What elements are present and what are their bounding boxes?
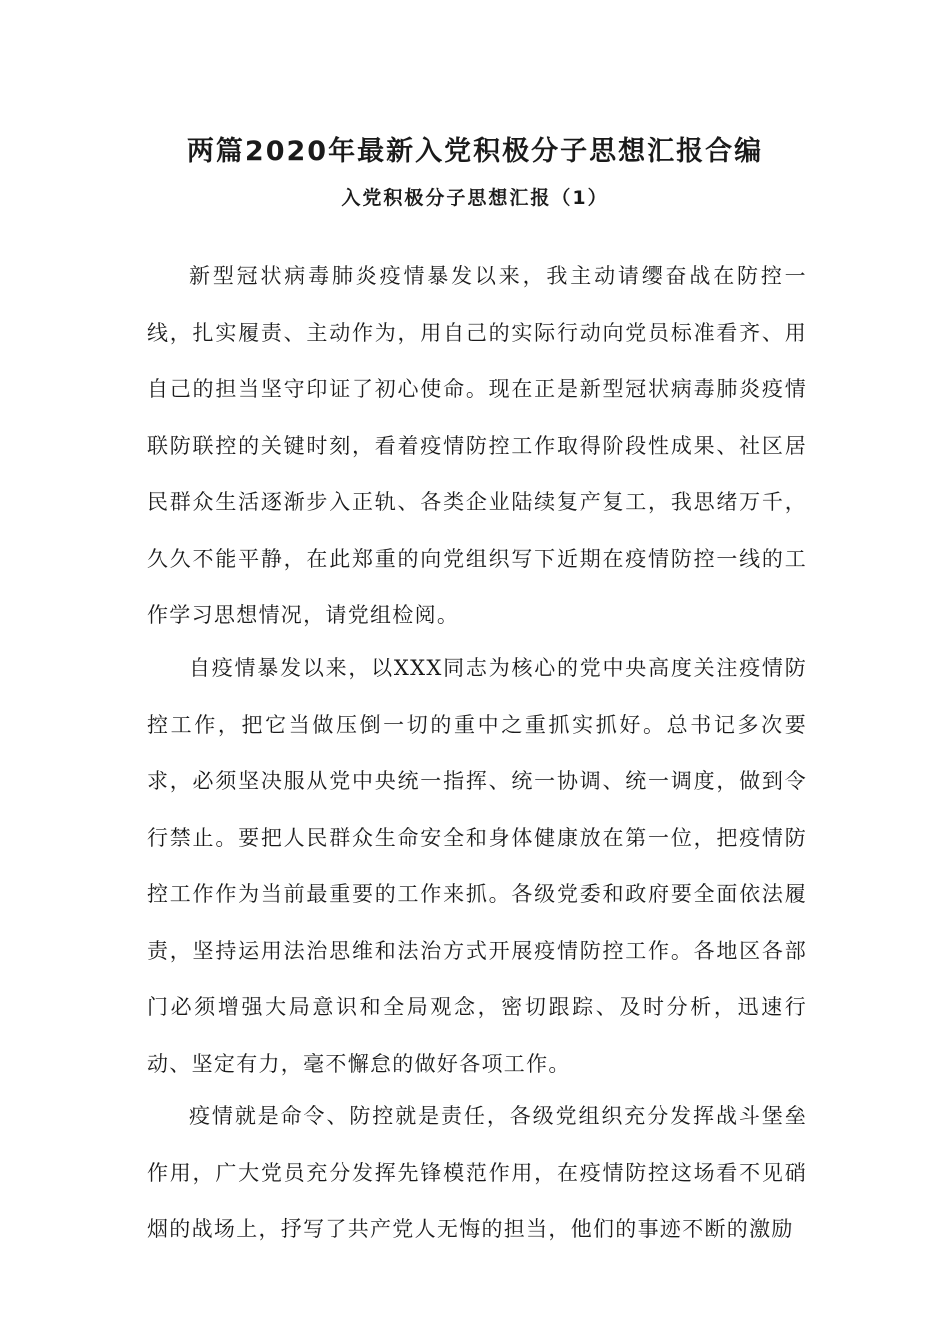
body-paragraph: 自疫情暴发以来，以XXX同志为核心的党中央高度关注疫情防控工作，把它当做压倒一切的重中之重抓实抓好。总书记多次要求，必须坚决服从党中央统一指挥、统一协调、统一调度，做到令行禁止。要把人民群众生命安全和身体健康放在第一位，把疫情防控工作作为当前最重要的工作来抓。各级党委和政府要全面依法履责，坚持运用法治思维和法治方式开展疫情防控工作。各地区各部门必须增强大局意识和全局观念，密切跟踪、及时分析，迅速行动、坚定有力，毫不懈怠的做好各项工作。 xyxy=(147,656,807,1076)
paragraph-block-3 xyxy=(147,1088,807,1258)
body-paragraph: 新型冠状病毒肺炎疫情暴发以来，我主动请缨奋战在防控一线，扎实履责、主动作为，用自己的实际行动向党员标准看齐、用自己的担当坚守印证了初心使命。现在正是新型冠状病毒肺炎疫情联防联控的关键时刻，看着疫情防控工作取得阶段性成果、社区居民群众生活逐渐步入正轨、各类企业陆续复产复工，我思绪万千，久久不能平静，在此郑重的向党组织写下近期在疫情防控一线的工作学习思想情况，请党组检阅。 xyxy=(147,264,807,627)
body-paragraph: 疫情就是命令、防控就是责任，各级党组织充分发挥战斗堡垒作用，广大党员充分发挥先锋模范作用，在疫情防控这场看不见硝烟的战场上，抒写了共产党人无悔的担当，他们的事迹不断的激励 xyxy=(147,1104,807,1241)
paragraph-block-2 xyxy=(147,640,807,1092)
paragraph-block-1 xyxy=(147,248,807,644)
document-title: 两篇2020年最新入党积极分子思想汇报合编 xyxy=(186,136,764,167)
document-subtitle: 入党积极分子思想汇报（1） xyxy=(341,187,609,209)
